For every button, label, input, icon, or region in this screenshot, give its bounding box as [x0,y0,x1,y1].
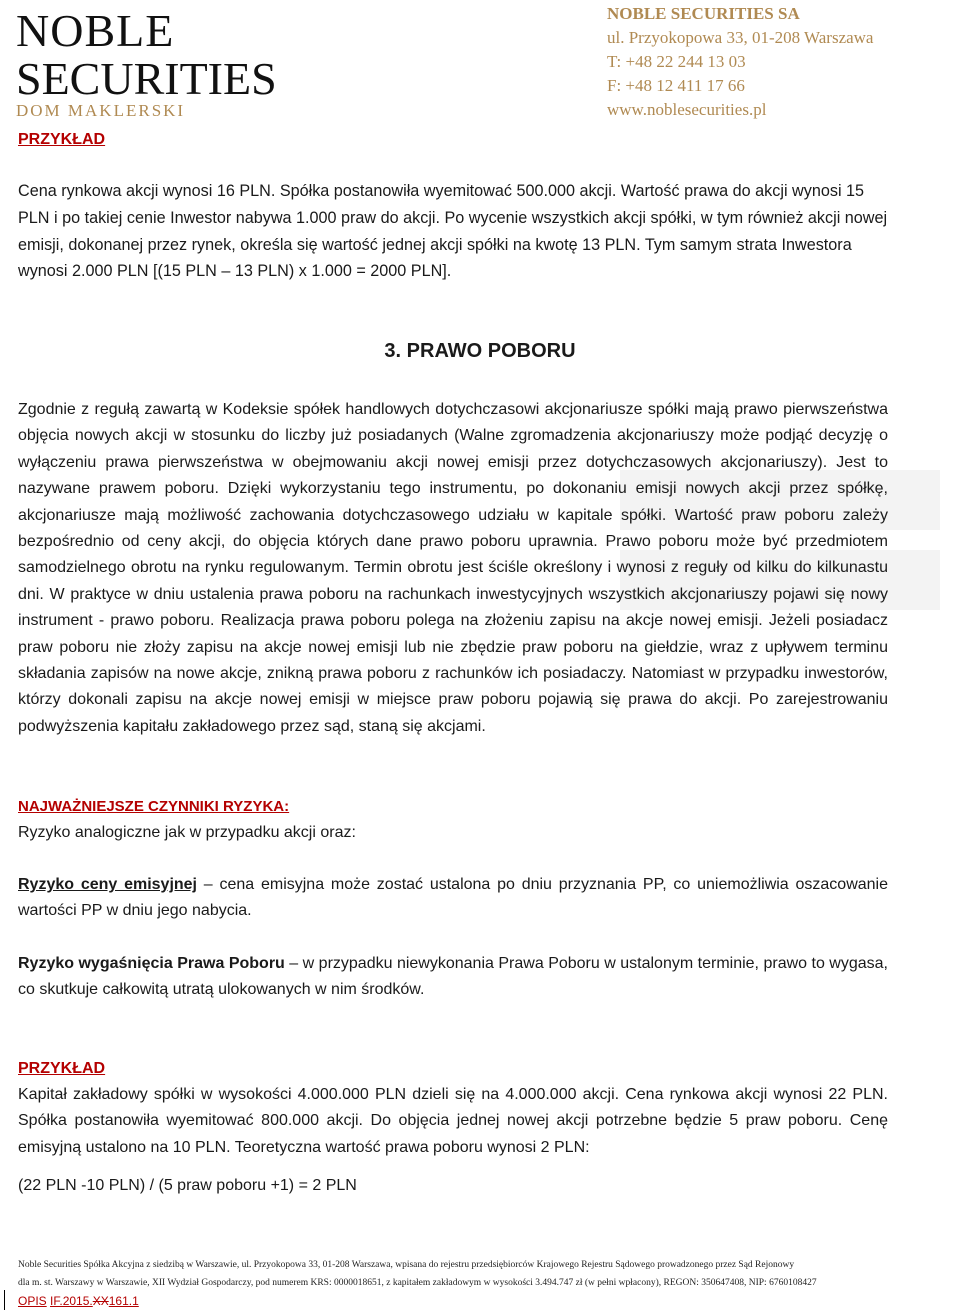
margin-bar [4,1290,5,1310]
risk-item [18,872,888,925]
risk-text: – cena emisyjna może zostać ustalona po dniu przyznania PP, co uniemożliwia oszacowanie wartości PP w dniu jego nabycia. [18,876,888,920]
logo-line-3: DOM MAKLERSKI [16,101,186,120]
document-code [18,1294,139,1308]
logo-line-1: NOBLE [16,5,175,56]
footer-line-2: dla m. st. Warszawy w Warszawie, XII Wydział Gospodarczy, pod numerem KRS: 0000018651, z kapitałem zakładowym w wysokości 3.494.747 zł (w pełni wpłacony), REGON: 350647408, NIP: 6760108427 [18,1278,817,1288]
company-website[interactable]: www.noblesecurities.pl [607,100,767,119]
risk-text: – w przypadku niewykonania Prawa Poboru w ustalonym terminie, prawo to wygasa, co skutkuje całkowitą utratą ulokowanych w nim środków. [18,955,889,999]
risk-label: Ryzyko wygaśnięcia Prawa Poboru [18,955,285,972]
risks-intro: Ryzyko analogiczne jak w przypadku akcji oraz: [18,824,356,841]
risk-item [18,951,888,1004]
code-part-strike: XX [92,1294,109,1308]
code-part-c: 161.1 [108,1294,139,1308]
example1-text: Cena rynkowa akcji wynosi 16 PLN. Spółka postanowiła wyemitować 500.000 akcji. Wartość prawa do akcji wynosi 15 PLN i po takiej cenie Inwestor nabywa 1.000 praw do akcji. Po wycenie wszystkich akcji spółki, w tym również akcji nowej emisji, dokonanej przez rynek, określa się wartość jednej akcji spółki na kwotę 13 PLN. Tym samym strata Inwestora wynosi 2.000 PLN [(15 PLN – 13 PLN) x 1.000 = 2000 PLN]. [18,182,888,281]
footer-legal [18,1256,948,1292]
example1-heading: PRZYKŁAD [18,131,106,148]
section-body: Zgodnie z regułą zawartą w Kodeksie spółek handlowych dotychczasowi akcjonariusze spółki mają prawo pierwszeństwa objęcia nowych akcji w stosunku do liczby już posiadanych (Walne zgromadzenia akcjonariuszy może podjąć decyzję o wyłączeniu prawa pierwszeństwa w obejmowaniu akcji nowej emisji przez dotychczasowych akcjonariuszy). Jest to nazywane prawem poboru. Dzięki wykorzystaniu tego instrumentu, po dokonaniu emisji nowych akcji przez spółkę, akcjonariusze mają możliwość zachowania dotychczasowego udziału w kapitale spółki. Wartość praw poboru zależy bezpośrednio od ceny akcji, do objęcia których dane prawo poboru uprawnia. Prawo poboru może być przedmiotem samodzielnego obrotu na rynku regulowanym. Termin obrotu jest ściśle określony i wynosi z reguły od kilku do kilkunastu dni. W praktyce w dniu ustalenia prawa poboru na rachunkach inwestycyjnych wszystkich akcjonariuszy pojawi się nowy instrument - prawo poboru. Realizacja prawa poboru polega na złożeniu zapisu na akcje nowej emisji. Jeżeli posiadacz praw poboru nie złoży zapisu na akcje nowej emisji lub nie zbędzie praw poboru na giełdzie, wraz z upływem terminu składania zapisów na nowe akcje, znikną prawa poboru z rachunków ich posiadaczy. Natomiast w przypadku inwestorów, którzy dokonali zapisu na akcje nowej emisji w miejsce praw poboru pojawią się prawa do akcji. Po zarejestrowaniu podwyższenia kapitału zakładowego przez sąd, staną się akcjami. [18,401,888,735]
code-part-b: IF.2015. [50,1294,93,1308]
logo-line-2: SECURITIES [16,53,277,104]
company-address: ul. Przyokopowa 33, 01-208 Warszawa [607,28,874,47]
company-contact [607,2,873,122]
company-phone: T: +48 22 244 13 03 [607,52,746,71]
footer-line-1: Noble Securities Spółka Akcyjna z siedzibą w Warszawie, ul. Przyokopowa 33, 01-208 Warszawa, wpisana do rejestru przedsiębiorców Krajowego Rejestru Sądowego prowadzonego przez Sąd Rejonowy [18,1260,795,1270]
code-part-a: OPIS [18,1294,47,1308]
company-name: NOBLE SECURITIES SA [607,4,800,23]
section-title: 3. PRAWO POBORU [384,340,576,362]
company-fax: F: +48 12 411 17 66 [607,76,745,95]
example2-formula: (22 PLN -10 PLN) / (5 praw poboru +1) = 2 PLN [18,1177,357,1194]
risks-heading: NAJWAŻNIEJSZE CZYNNIKI RYZYKA: [18,798,290,815]
example2-text: Kapitał zakładowy spółki w wysokości 4.000.000 PLN dzieli się na 4.000.000 akcji. Cena rynkowa akcji wynosi 22 PLN. Spółka postanowiła wyemitować 800.000 akcji. Do objęcia jednej nowej akcji potrzebne będzie 5 praw poboru. Cenę emisyjną ustalono na 10 PLN. Teoretyczna wartość prawa poboru wynosi 2 PLN: [18,1086,888,1156]
example2-heading: PRZYKŁAD [18,1060,106,1077]
risk-label: Ryzyko ceny emisyjnej [18,876,197,893]
